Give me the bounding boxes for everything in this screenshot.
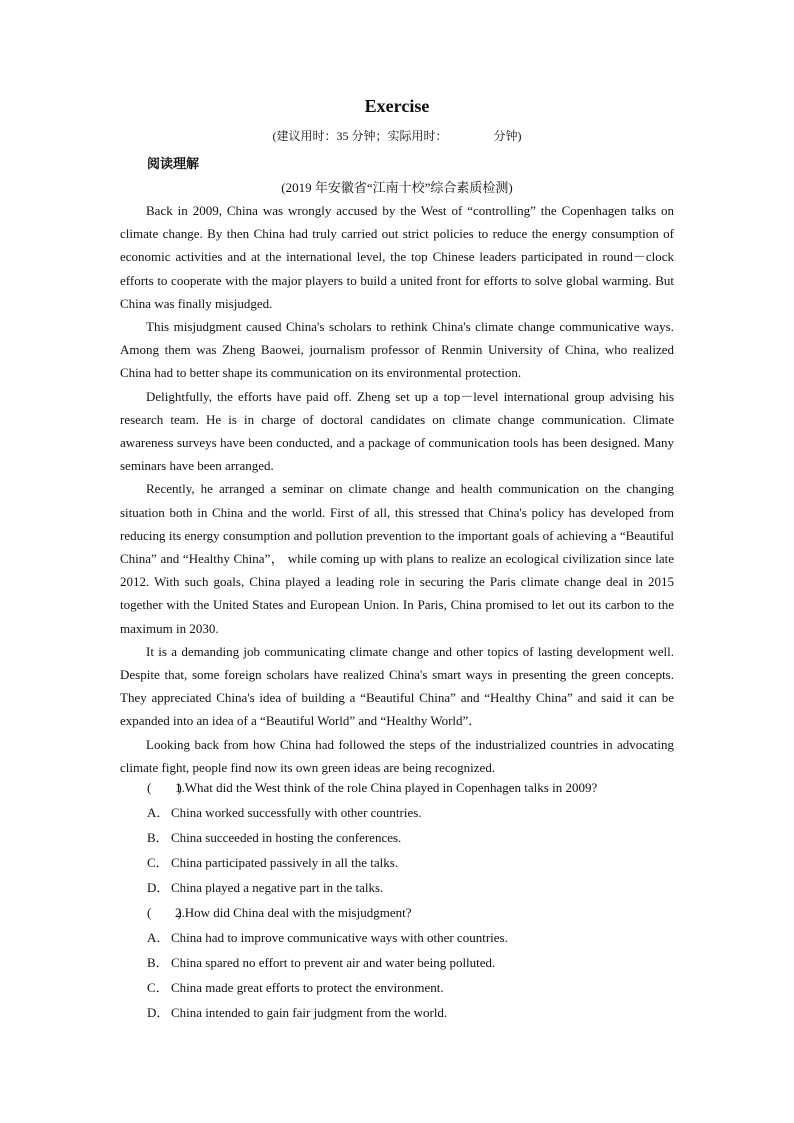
answer-blank[interactable]: ( ) <box>147 905 182 920</box>
option-c <box>147 850 674 875</box>
passage-paragraph: Back in 2009, China was wrongly accused by the West of “controlling” the Copenhagen talks on climate change. By then China had truly carried out strict policies to reduce the energy consumption of economic activities and at the international level, the top Chinese leaders participated in round－clock efforts to cooperate with the major players to build a united front for efforts to solve global warming. But China was finally misjudged. <box>120 203 674 311</box>
option-d <box>147 1000 674 1025</box>
question-2 <box>147 900 674 925</box>
option-text: China had to improve communicative ways with other countries. <box>171 930 508 945</box>
option-b <box>147 825 674 850</box>
passage-paragraph: This misjudgment caused China's scholars to rethink China's climate change communicative ways. Among them was Zheng Baowei, journalism professor of Renmin University of China, who realized China had to better shape its communication on its environmental protection. <box>120 319 674 381</box>
passage <box>120 199 674 779</box>
option-text: China participated passively in all the talks. <box>171 855 399 870</box>
answer-blank[interactable]: ( ) <box>147 780 182 795</box>
option-text: China made great efforts to protect the environment. <box>171 980 444 995</box>
passage-paragraph: It is a demanding job communicating climate change and other topics of lasting development well. Despite that, some foreign scholars have realized China's smart ways in presenting the green concepts. They appreciated China's idea of building a “Beautiful China” and “Healthy China” and said it can be expanded into an idea of a “Beautiful World” and “Healthy World”． <box>120 643 674 729</box>
question-stem: 2.How did China deal with the misjudgment? <box>175 905 412 920</box>
option-text: China played a negative part in the talks. <box>171 880 384 895</box>
option-d <box>147 875 674 900</box>
section-label: 阅读理解 <box>147 156 200 171</box>
passage-paragraph: Delightfully, the efforts have paid off. Zheng set up a top－level international group advising his research team. He is in charge of doctoral candidates on climate change communication. Climate awareness surveys have been conducted, and a package of communication tools has been designed. Many seminars have been arranged. <box>120 388 674 474</box>
option-b <box>147 950 674 975</box>
option-letter: B． <box>147 830 169 845</box>
question-1 <box>147 775 674 800</box>
option-letter: D． <box>147 880 170 895</box>
option-text: China intended to gain fair judgment from the world. <box>171 1005 448 1020</box>
question-list <box>147 775 674 1025</box>
option-letter: C． <box>147 980 169 995</box>
passage-paragraph: Looking back from how China had followed the steps of the industrialized countries in advocating climate fight, people find now its own green ideas are being recognized. <box>120 736 674 775</box>
question-stem: 1.What did the West think of the role China played in Copenhagen talks in 2009? <box>175 780 598 795</box>
option-c <box>147 975 674 1000</box>
time-note <box>0 127 794 144</box>
passage-paragraph: Recently, he arranged a seminar on climate change and health communication on the changing situation both in China and the world. First of all, this stressed that China's policy has developed from reducing its energy consumption and pollution prevention to the important goals of achieving a “Beautiful China” and “Healthy China”， while coming up with plans to realize an ecological civilization since late 2012. With such goals, China played a leading role in securing the Paris climate change deal in 2015 together with the United States and European Union. In Paris, China promised to let out its carbon to the maximum in 2030. <box>120 481 674 636</box>
time-note-prefix: (建议用时：35 分钟；实际用时： <box>272 129 448 143</box>
option-text: China succeeded in hosting the conferences. <box>171 830 402 845</box>
option-letter: D． <box>147 1005 170 1020</box>
option-letter: A． <box>147 930 170 945</box>
option-a <box>147 800 674 825</box>
option-letter: C． <box>147 855 169 870</box>
passage-source: (2019 年安徽省“江南十校”综合素质检测) <box>281 180 513 195</box>
page-title: Exercise <box>364 96 430 116</box>
option-text: China worked successfully with other countries. <box>171 805 422 820</box>
option-letter: B． <box>147 955 169 970</box>
option-text: China spared no effort to prevent air and water being polluted. <box>171 955 496 970</box>
option-a <box>147 925 674 950</box>
option-letter: A． <box>147 805 170 820</box>
time-note-suffix: 分钟) <box>493 129 522 143</box>
